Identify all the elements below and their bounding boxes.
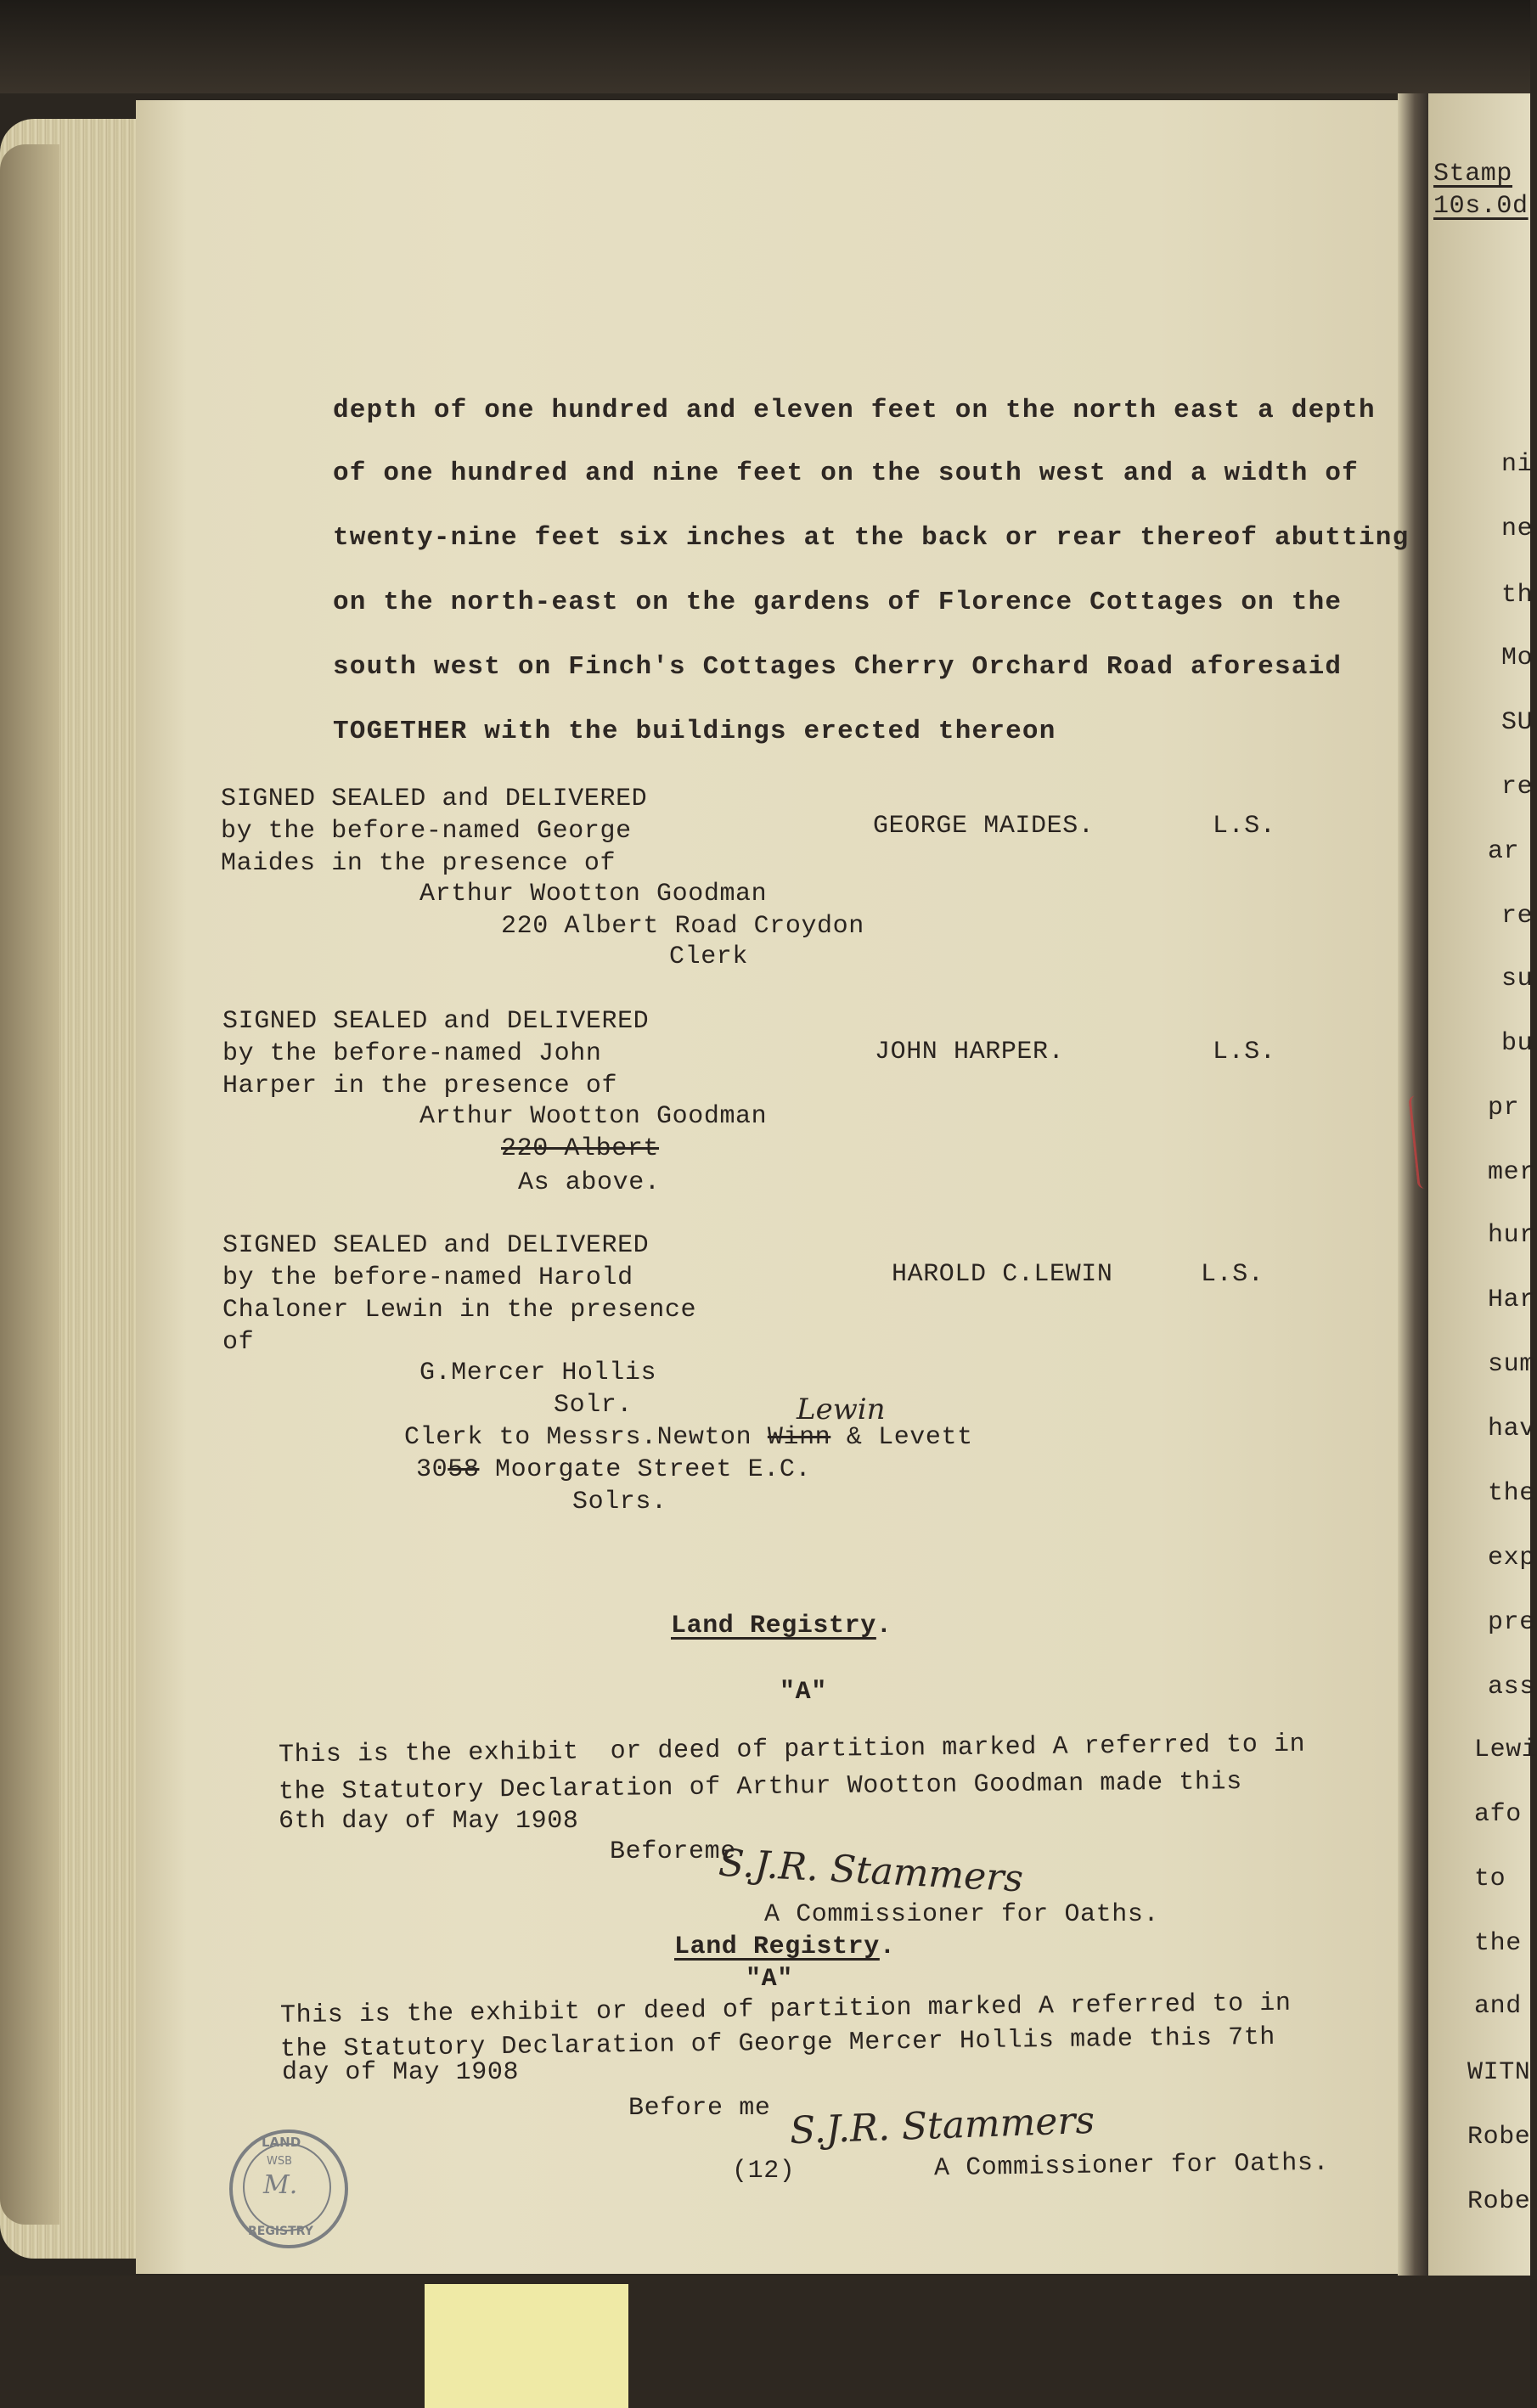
right-page-fragment: the: [1474, 1929, 1522, 1958]
right-page-fragment: Robe: [1467, 2123, 1531, 2152]
witness-address: [416, 1455, 811, 1484]
right-page-fragment: Robe: [1467, 2187, 1531, 2216]
witness-name: G.Mercer Hollis: [419, 1359, 657, 1387]
attestation-line: Maides in the presence of: [221, 849, 616, 878]
right-page-fragment: th: [1501, 581, 1534, 610]
clerk-suffix: & Levett: [830, 1423, 973, 1452]
right-page-fragment: mer: [1488, 1158, 1535, 1187]
seal-mark: L.S.: [1213, 1038, 1276, 1066]
before-me-label: Beforeme: [610, 1837, 736, 1866]
right-page-fragment: ar: [1488, 837, 1520, 866]
body-line: of one hundred and nine feet on the south west and a width of: [333, 459, 1359, 488]
attestation-line: SIGNED SEALED and DELIVERED: [222, 1007, 650, 1036]
body-line: TOGETHER with the buildings erected thereon: [333, 717, 1056, 746]
exhibit-mark: "A": [746, 1965, 793, 1994]
struck-name: Winn: [767, 1423, 831, 1452]
right-page-fragment: to: [1474, 1865, 1506, 1893]
attestation-line: of: [222, 1328, 255, 1357]
heading-period: .: [879, 1933, 896, 1961]
heading-text: Land Registry: [674, 1933, 880, 1961]
commissioner-signature: S.J.R. Stammers: [717, 1841, 1025, 1901]
attestation-line: Chaloner Lewin in the presence: [222, 1296, 697, 1325]
yellow-bookmark-slip: [425, 2284, 628, 2408]
commissioner-signature: S.J.R. Stammers: [789, 2098, 1095, 2153]
attestation-line: Harper in the presence of: [222, 1072, 618, 1100]
body-line: depth of one hundred and eleven feet on the north east a depth: [333, 396, 1376, 425]
stamp-duty-label: [1433, 160, 1512, 188]
address-rest: Moorgate Street E.C.: [479, 1455, 812, 1484]
body-line: on the north-east on the gardens of Florence Cottages on the: [333, 588, 1343, 617]
right-page-fragment: Lewi: [1474, 1736, 1537, 1764]
heading-period: .: [875, 1612, 892, 1640]
right-page-fragment: exp: [1488, 1544, 1535, 1573]
seal-mark: L.S.: [1201, 1260, 1264, 1289]
signatory-name: GEORGE MAIDES.: [873, 812, 1095, 841]
right-page-fragment: ne: [1501, 515, 1534, 543]
body-line: south west on Finch's Cottages Cherry Orchard Road aforesaid: [333, 652, 1343, 682]
witness-name: Arthur Wootton Goodman: [419, 1102, 768, 1131]
attestation-line: by the before-named Harold: [222, 1263, 633, 1292]
right-page-fragment: re: [1501, 773, 1534, 802]
right-page-fragment: su: [1501, 965, 1534, 993]
handwritten-insertion: Lewin: [797, 1392, 886, 1426]
right-page-fragment: afo: [1474, 1800, 1522, 1829]
attestation-line: SIGNED SEALED and DELIVERED: [221, 785, 648, 813]
stamp-text-bottom: REGISTRY: [248, 2225, 313, 2238]
exhibit-text-line: day of May 1908: [282, 2058, 520, 2087]
signatory-name: HAROLD C.LEWIN: [892, 1260, 1113, 1289]
witness-title: Solr.: [554, 1391, 633, 1420]
before-me-label: Before me: [628, 2094, 771, 2123]
right-page-fragment: sum: [1488, 1350, 1535, 1379]
page-number: (12): [732, 2157, 796, 2186]
signatory-name: JOHN HARPER.: [875, 1038, 1065, 1066]
exhibit-text-line: 6th day of May 1908: [279, 1807, 579, 1836]
exhibit-text-line: This is the exhibit or deed of partition marked A referred to in: [278, 1730, 1306, 1770]
body-line: twenty-nine feet six inches at the back or rear thereof abutting: [333, 523, 1410, 553]
witness-clerk-line: [404, 1423, 973, 1452]
right-page: [1428, 93, 1530, 2318]
right-page-fragment: WITN: [1467, 2058, 1531, 2087]
witness-occupation: Clerk: [669, 942, 749, 971]
commissioner-title: A Commissioner for Oaths.: [933, 2148, 1330, 2184]
stamp-duty-value: 10s.0d: [1433, 192, 1529, 221]
exhibit-text-line: This is the exhibit or deed of partition marked A referred to in: [279, 1989, 1292, 2031]
right-page-fragment: hav: [1488, 1415, 1535, 1443]
struck-number: 58: [448, 1455, 480, 1484]
exhibit-text-line: the Statutory Declaration of Arthur Wootton Goodman made this: [278, 1768, 1242, 1807]
background-top: [0, 0, 1530, 93]
stamp-initials: M.: [263, 2170, 298, 2200]
land-registry-stamp: [229, 2130, 348, 2248]
stamp-initials-small: WSB: [267, 2155, 293, 2168]
stamp-duty-amount: [1433, 192, 1529, 221]
seal-mark: L.S.: [1213, 812, 1276, 841]
attestation-line: SIGNED SEALED and DELIVERED: [222, 1231, 650, 1260]
background-bottom: [0, 2276, 1530, 2408]
attestation-line: by the before-named George: [221, 817, 632, 846]
right-page-fragment: SU: [1501, 708, 1534, 737]
heading-text: Land Registry: [671, 1612, 876, 1640]
witness-address: 220 Albert Road Croydon: [501, 912, 864, 941]
right-page-fragment: hur: [1488, 1221, 1535, 1250]
land-registry-heading: [674, 1933, 895, 1961]
stamp-text-top: LAND: [262, 2135, 301, 2150]
attestation-line: by the before-named John: [222, 1039, 602, 1068]
book-gutter: [1398, 93, 1432, 2301]
right-page-fragment: pre: [1488, 1608, 1535, 1637]
right-page-fragment: ni: [1501, 450, 1534, 479]
land-registry-heading: [671, 1612, 892, 1640]
witness-address-note: As above.: [518, 1168, 661, 1197]
page-stack-shadow: [0, 144, 59, 2225]
exhibit-text-line: the Statutory Declaration of George Mercer Hollis made this 7th: [279, 2023, 1276, 2065]
exhibit-mark: "A": [780, 1678, 827, 1707]
right-page-fragment: ass: [1488, 1673, 1535, 1702]
right-page-fragment: bu: [1501, 1029, 1534, 1058]
stamp-duty-word: Stamp: [1433, 160, 1513, 188]
witness-name: Arthur Wootton Goodman: [419, 880, 768, 909]
right-page-fragment: Har: [1488, 1286, 1535, 1314]
right-page-fragment: re: [1501, 902, 1534, 931]
witness-solrs: Solrs.: [572, 1488, 667, 1516]
right-page-fragment: and: [1474, 1992, 1522, 2021]
clerk-prefix: Clerk to Messrs.Newton: [404, 1423, 768, 1452]
right-page-fragment: the: [1488, 1479, 1535, 1508]
right-page-fragment: Mo: [1501, 644, 1534, 672]
struck-address: 220 Albert: [501, 1134, 660, 1163]
commissioner-title: A Commissioner for Oaths.: [764, 1900, 1160, 1929]
right-page-fragment: pr: [1488, 1094, 1520, 1122]
address-number: 30: [416, 1455, 448, 1484]
